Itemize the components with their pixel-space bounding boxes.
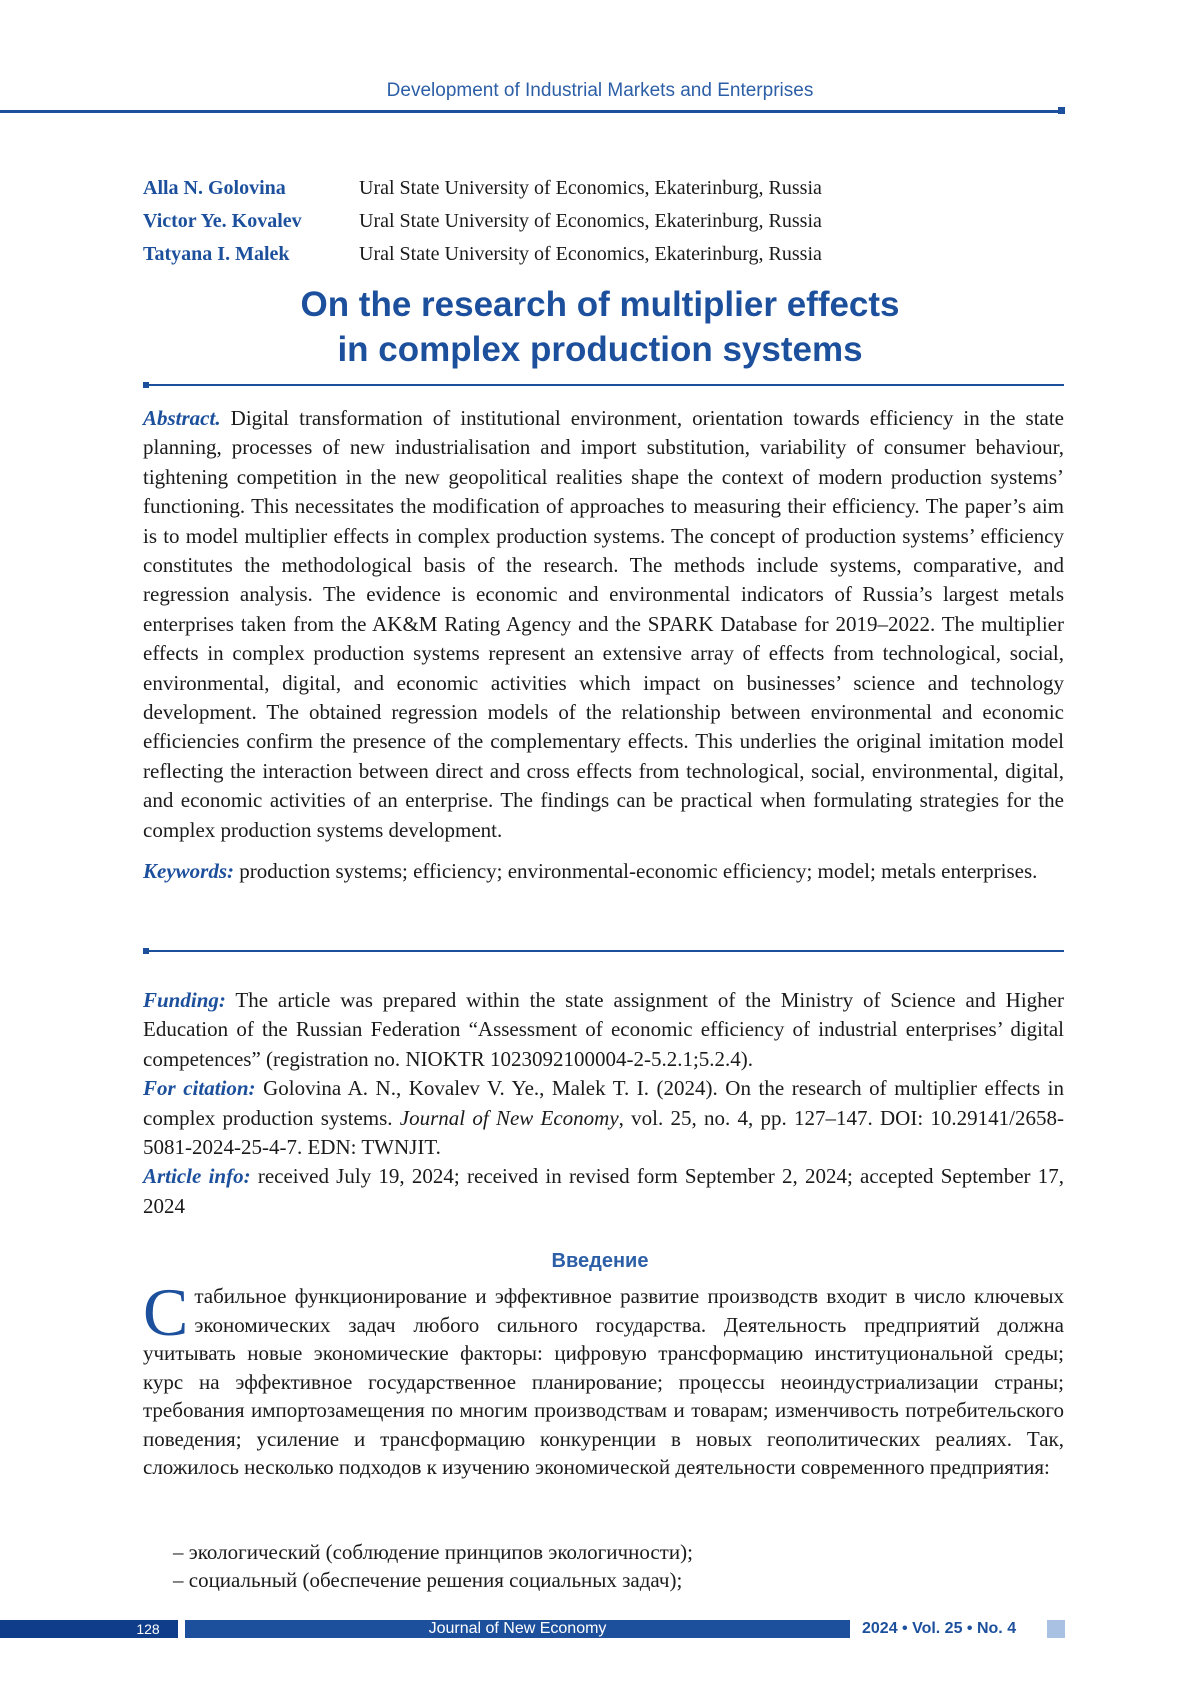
footer-square <box>1047 1620 1065 1638</box>
keywords-text: production systems; efficiency; environmental-economic efficiency; model; metals enterprises. <box>239 859 1037 883</box>
footer-issue: 2024 • Vol. 25 • No. 4 <box>862 1617 1016 1641</box>
author-row <box>143 238 1063 271</box>
intro-paragraph <box>143 1282 1064 1482</box>
abstract-bottom-rule-dot <box>143 948 149 954</box>
abstract-block <box>143 404 1064 887</box>
article-info-label: Article info: <box>143 1164 251 1188</box>
abstract-label: Abstract. <box>143 406 221 430</box>
author-affiliation: Ural State University of Economics, Ekaterinburg, Russia <box>359 238 822 271</box>
funding <box>143 986 1064 1074</box>
funding-label: Funding: <box>143 988 226 1012</box>
running-head: Development of Industrial Markets and Enterprises <box>0 80 1200 102</box>
author-name: Victor Ye. Kovalev <box>143 205 359 238</box>
header-rule <box>0 110 1060 113</box>
author-name: Alla N. Golovina <box>143 172 359 205</box>
author-affiliation: Ural State University of Economics, Ekaterinburg, Russia <box>359 172 822 205</box>
author-name: Tatyana I. Malek <box>143 238 359 271</box>
list-item: – социальный (обеспечение решения социальных задач); <box>173 1566 682 1595</box>
author-row <box>143 172 1063 205</box>
dropcap: С <box>143 1285 188 1339</box>
abstract-top-rule <box>143 384 1064 386</box>
keywords-label: Keywords: <box>143 859 234 883</box>
citation-text: Golovina A. N., Kovalev V. Ye., Malek T. I. (2024). On the research of multiplier effects in complex production systems. <box>143 1076 1064 1129</box>
abstract-text: Digital transformation of institutional environment, orientation towards efficiency in the state planning, processes of new industrialisation and import substitution, variability of consumer behaviour, tightening competition in the new geopolitical realities shape the context of modern production systems’ functioning. This necessitates the modification of approaches to measuring their efficiency. The paper’s aim is to model multiplier effects in complex production systems. The concept of production systems’ efficiency constitutes the methodological basis of the research. The methods include systems, comparative, and regression analysis. The evidence is economic and environmental indicators of Russia’s largest metals enterprises taken from the AK&M Rating Agency and the SPARK Database for 2019–2022. The multiplier effects in complex production systems represent an extensive array of effects from technological, social, environmental, digital, and economic activities which impact on businesses’ science and technology development. The obtained regression models of the relationship between environmental and economic efficiencies confirm the presence of the complementary effects. This underlies the original imitation model reflecting the interaction between direct and cross effects from technological, social, environmental, digital, and economic activities of an enterprise. The findings can be practical when formulating strategies for the complex production systems development. <box>143 406 1064 842</box>
intro-text: табильное функционирование и эффективное развитие производств входит в число ключевых экономических задач любого сильного государства. Деятельность предприятий должна учитывать новые экономические факторы: цифровую трансформацию институциональной среды; курс на эффективное государственное планирование; процессы неоиндустриализации страны; требования импортозамещения по многим производствам и товарам; изменчивость потребительского поведения; усиление и трансформацию конкуренции в новых геополитических реалиях. Так, сложилось несколько подходов к изучению экономической деятельности современного предприятия: <box>143 1284 1064 1479</box>
metadata-block <box>143 986 1064 1221</box>
citation-journal: Journal of New Economy <box>400 1106 619 1130</box>
author-row <box>143 205 1063 238</box>
footer-journal-name: Journal of New Economy <box>185 1620 850 1638</box>
abstract-top-rule-dot <box>143 382 149 388</box>
list-item: – экологический (соблюдение принципов экологичности); <box>173 1538 693 1567</box>
citation-details: , vol. 25, no. 4, pp. 127–147. DOI: 10.29141/2658-5081-2024-25-4-7. EDN: TWNJIT. <box>143 1106 1064 1159</box>
keywords <box>143 857 1064 886</box>
citation-label: For citation: <box>143 1076 256 1100</box>
article-title <box>0 282 1200 372</box>
header-rule-end <box>1058 107 1065 114</box>
citation <box>143 1074 1064 1162</box>
section-heading: Введение <box>0 1250 1200 1273</box>
title-line-1: On the research of multiplier effects <box>0 282 1200 327</box>
article-info <box>143 1162 1064 1221</box>
page-number: 128 <box>120 1620 176 1638</box>
title-line-2: in complex production systems <box>0 327 1200 372</box>
abstract <box>143 404 1064 845</box>
article-info-text: received July 19, 2024; received in revised form September 2, 2024; accepted September 17, 2024 <box>143 1164 1064 1217</box>
abstract-bottom-rule <box>143 950 1064 952</box>
author-list <box>143 172 1063 271</box>
funding-text: The article was prepared within the state assignment of the Ministry of Science and Higher Education of the Russian Federation “Assessment of economic efficiency of industrial enterprises’ digital competences” (registration no. NIOKTR 1023092100004-2-5.2.1;5.2.4). <box>143 988 1064 1071</box>
author-affiliation: Ural State University of Economics, Ekaterinburg, Russia <box>359 205 822 238</box>
